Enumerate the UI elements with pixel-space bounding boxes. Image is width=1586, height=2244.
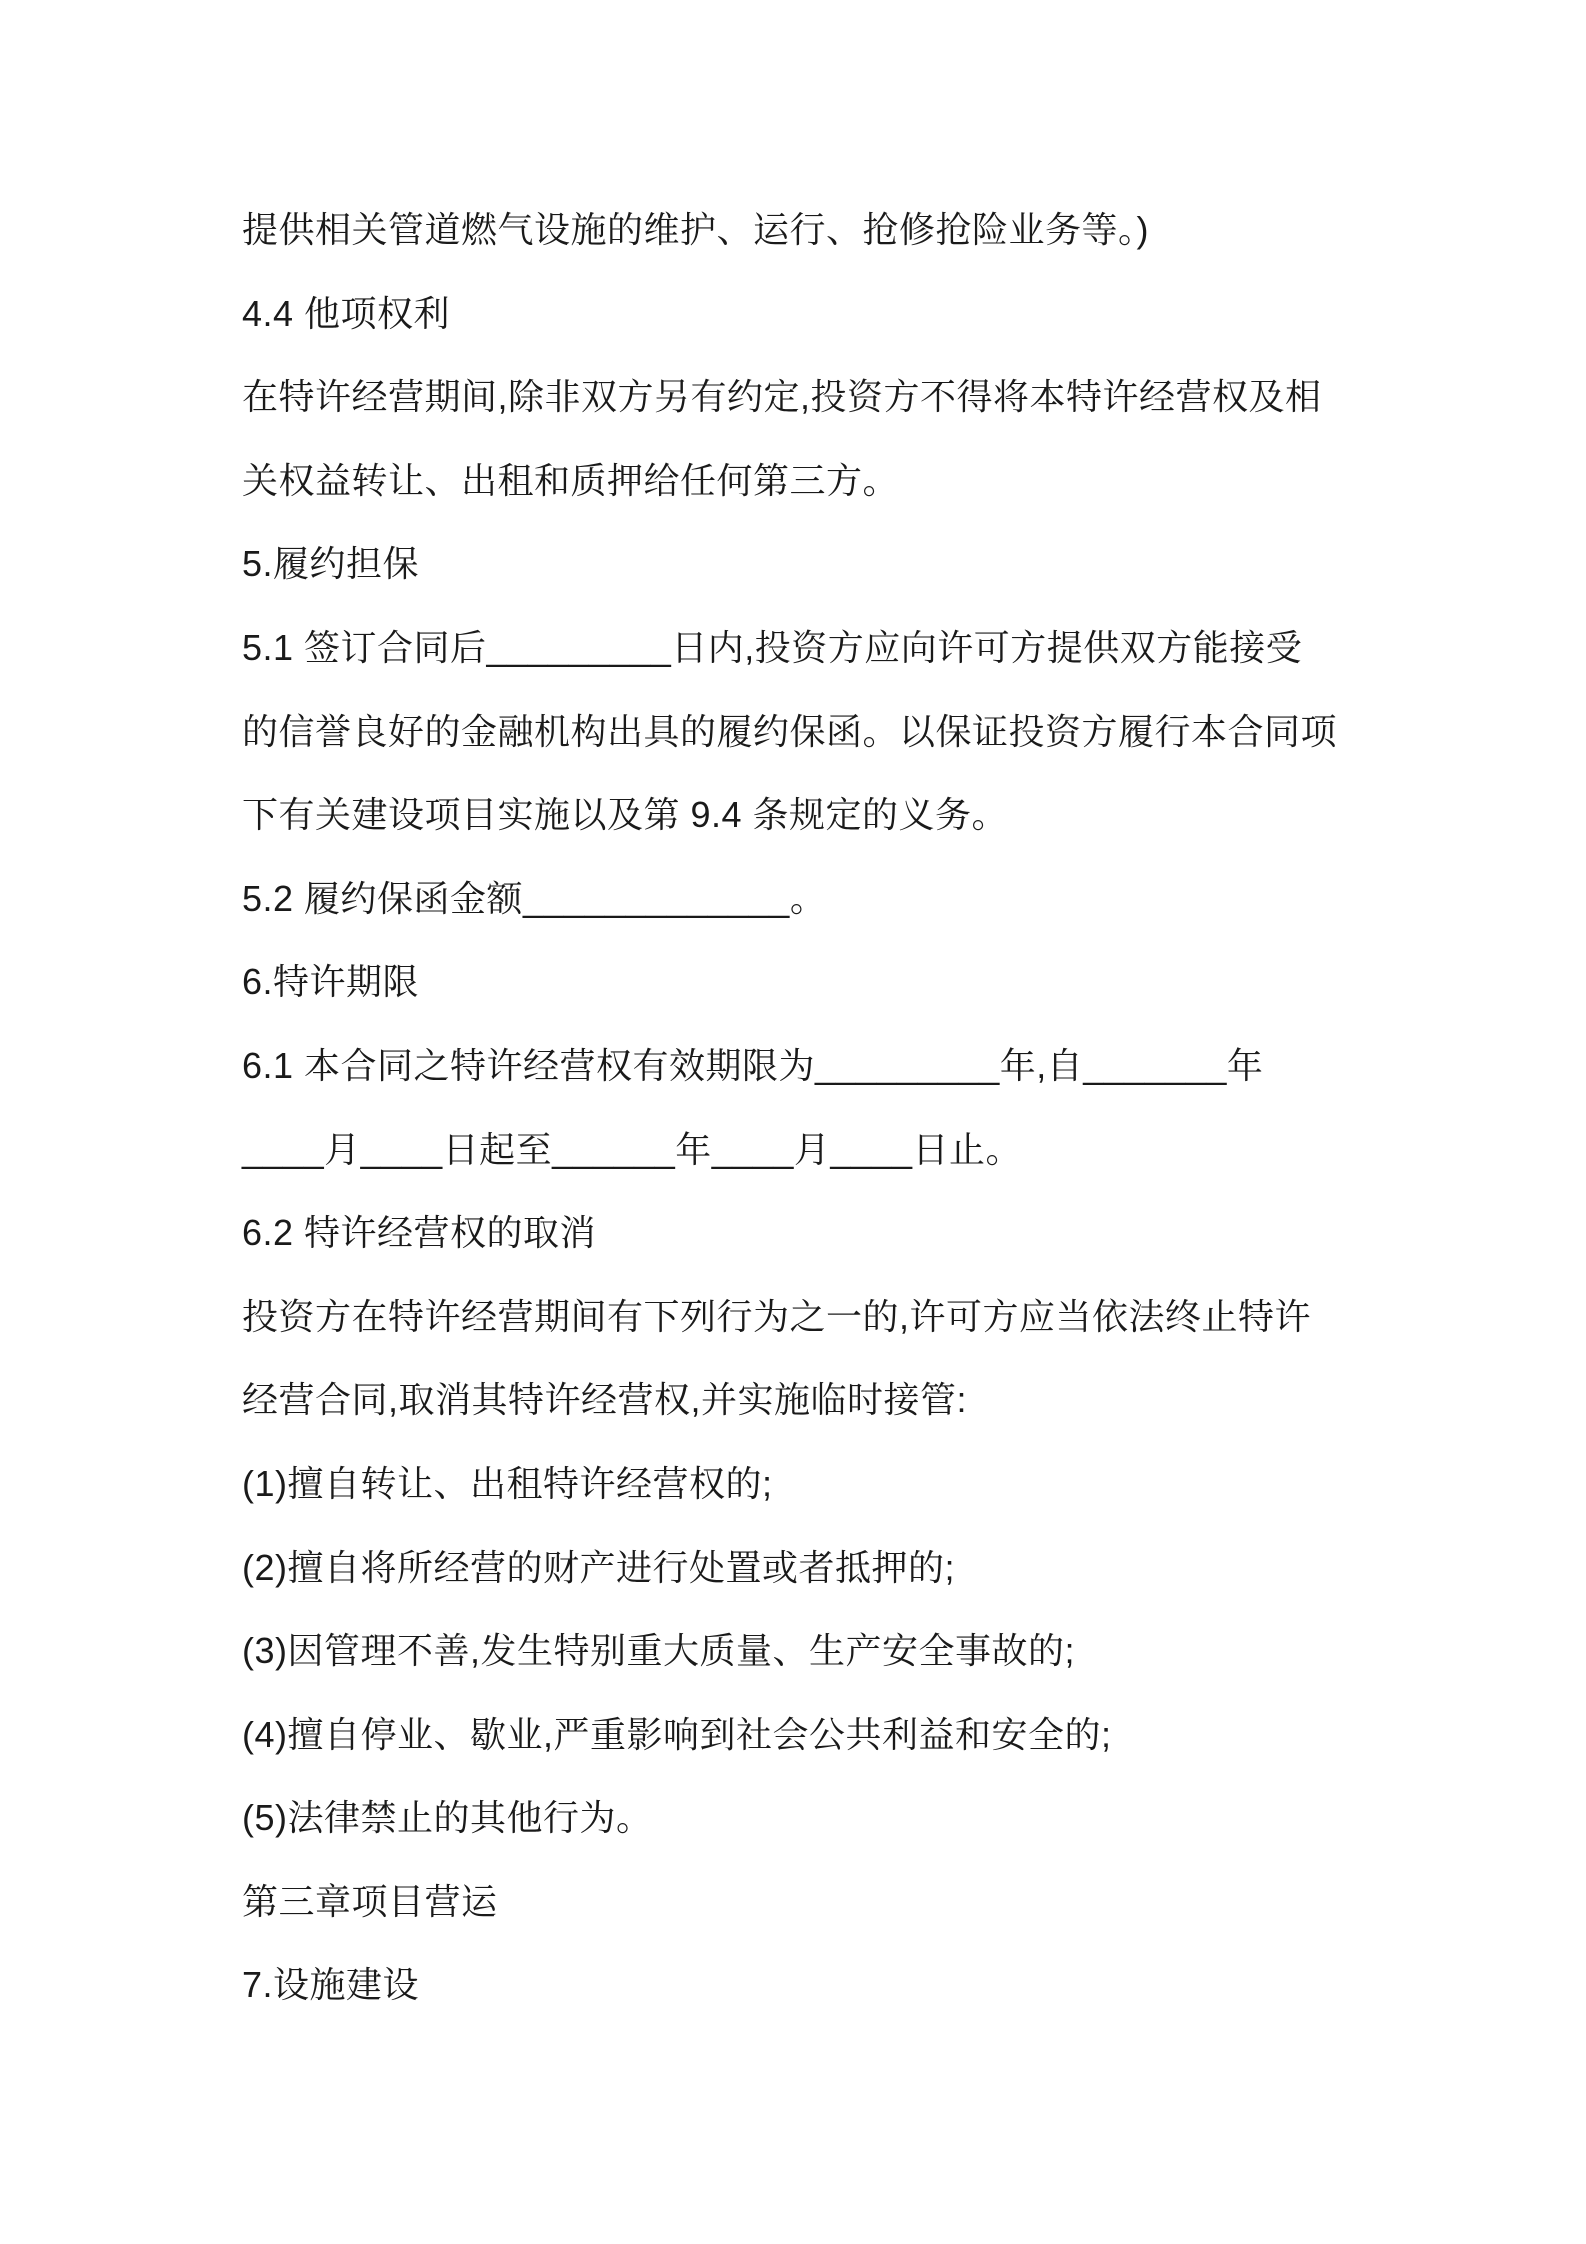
section-heading-6: 6.特许期限 [242, 961, 420, 1003]
section-heading-4-4: 4.4 他项权利 [242, 292, 451, 334]
paragraph-line: 关权益转让、出租和质押给任何第三方。 [242, 459, 900, 501]
paragraph-line: 投资方在特许经营期间有下列行为之一的,许可方应当依法终止特许 [242, 1295, 1312, 1337]
section-heading-6-2: 6.2 特许经营权的取消 [242, 1212, 597, 1254]
paragraph-line: 下有关建设项目实施以及第 9.4 条规定的义务。 [242, 794, 1009, 836]
section-heading-7: 7.设施建设 [242, 1964, 420, 2006]
paragraph-line: 提供相关管道燃气设施的维护、运行、抢修抢险业务等。) [242, 209, 1149, 250]
paragraph-line: 在特许经营期间,除非双方另有约定,投资方不得将本特许经营权及相 [242, 376, 1322, 418]
paragraph-line: ____月____日起至______年____月____日止。 [242, 1128, 1022, 1170]
chapter-heading: 第三章项目营运 [242, 1880, 498, 1922]
list-item: (3)因管理不善,发生特别重大质量、生产安全事故的; [242, 1630, 1076, 1672]
list-item: (5)法律禁止的其他行为。 [242, 1797, 653, 1839]
paragraph-line: 5.1 签订合同后_________日内,投资方应向许可方提供双方能接受 [242, 626, 1303, 668]
paragraph-line: 经营合同,取消其特许经营权,并实施临时接管: [242, 1379, 968, 1421]
paragraph-line: 6.1 本合同之特许经营权有效期限为_________年,自_______年 [242, 1044, 1264, 1086]
list-item: (4)擅自停业、歇业,严重影响到社会公共利益和安全的; [242, 1713, 1112, 1755]
paragraph-line: 的信誉良好的金融机构出具的履约保函。以保证投资方履行本合同项 [242, 710, 1338, 752]
list-item: (2)擅自将所经营的财产进行处置或者抵押的; [242, 1546, 956, 1588]
paragraph-line: 5.2 履约保函金额_____________。 [242, 877, 827, 919]
list-item: (1)擅自转让、出租特许经营权的; [242, 1462, 773, 1504]
document-body [242, 188, 1392, 2027]
section-heading-5: 5.履约担保 [242, 543, 420, 585]
